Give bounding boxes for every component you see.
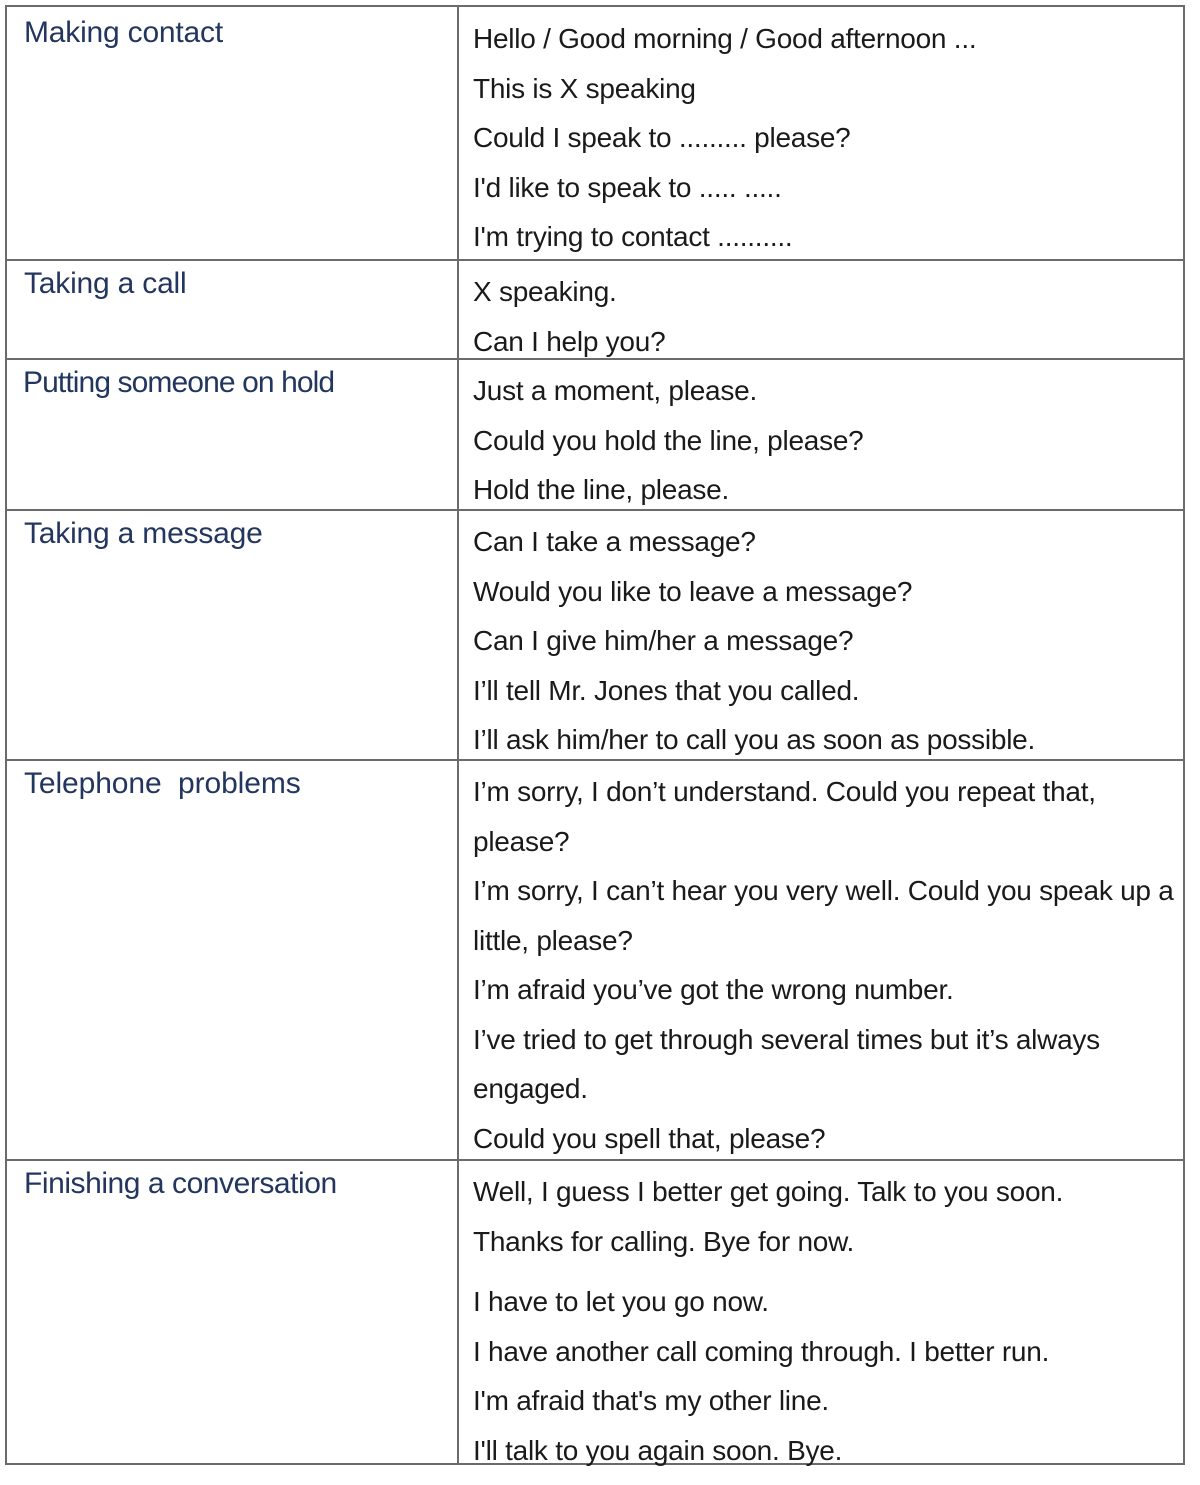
phrase-line: I’m sorry, I can’t hear you very well. Could you speak up a little, please? [473, 875, 1174, 956]
phrase-line: Can I help you? [473, 325, 666, 357]
phrase-line: I’m afraid you’ve got the wrong number. [473, 974, 954, 1005]
phrase-line: I’ve tried to get through several times but it’s always engaged. [473, 1023, 1100, 1104]
phrase-line: Hold the line, please. [473, 474, 730, 505]
phrase-line: Could you spell that, please? [473, 1122, 826, 1154]
phrase-line: Could you hold the line, please? [473, 424, 864, 456]
phrases-cell-taking-a-message [459, 511, 1183, 759]
category-cell-putting-someone-on-hold [7, 360, 459, 509]
phrases-cell-telephone-problems [459, 761, 1183, 1159]
category-cell-taking-a-call [7, 261, 459, 358]
phrase-line: I’ll ask him/her to call you as soon as possible. [473, 724, 1036, 755]
category-label: Putting someone on hold [23, 366, 335, 399]
category-label: Taking a call [24, 267, 187, 300]
table-row [7, 761, 1183, 1161]
table-row [7, 7, 1183, 261]
phrase-line: X speaking. [473, 276, 617, 307]
phrase-line: Thanks for calling. Bye for now. [473, 1225, 855, 1257]
table-row [7, 1161, 1183, 1466]
phrase-line: I'll talk to you again soon. Bye. [473, 1434, 843, 1466]
phrase-line: Would you like to leave a message? [473, 575, 913, 607]
phrase-line: Well, I guess I better get going. Talk to you soon. [473, 1176, 1064, 1207]
phrase-line: I’ll tell Mr. Jones that you called. [473, 674, 860, 706]
category-label: Finishing a conversation [24, 1167, 337, 1200]
phrase-line: I have to let you go now. [473, 1286, 769, 1317]
phrase-line: I'd like to speak to ..... ..... [473, 171, 782, 203]
table-border [5, 5, 1185, 1465]
phrase-line: I have another call coming through. I better run. [473, 1335, 1050, 1367]
category-cell-making-contact [7, 7, 459, 259]
phrase-line: This is X speaking [473, 72, 696, 104]
phrase-line: Could I speak to ......... please? [473, 122, 851, 153]
phrase-line: Can I give him/her a message? [473, 625, 854, 656]
category-label: Taking a message [24, 517, 263, 550]
category-label: Telephone problems [24, 767, 301, 800]
phrase-line: Just a moment, please. [473, 375, 757, 406]
category-label: Making contact [24, 16, 223, 49]
phrases-cell-finishing-a-conversation [459, 1161, 1183, 1466]
table-row [7, 511, 1183, 761]
phrase-line: Can I take a message? [473, 526, 756, 557]
category-cell-finishing-a-conversation [7, 1161, 459, 1463]
table-row [7, 261, 1183, 360]
phrase-line: I’m sorry, I don’t understand. Could you repeat that, please? [473, 776, 1096, 857]
category-cell-taking-a-message [7, 511, 459, 759]
phrases-cell-taking-a-call [459, 261, 1183, 358]
phrases-cell-putting-someone-on-hold [459, 360, 1183, 509]
telephone-phrases-table [5, 5, 1185, 1465]
table-row [7, 360, 1183, 511]
phrase-line: Hello / Good morning / Good afternoon ... [473, 23, 977, 54]
phrases-cell-making-contact [459, 7, 1183, 259]
category-cell-telephone-problems [7, 761, 459, 1159]
phrase-line: I'm afraid that's my other line. [473, 1385, 829, 1416]
phrase-line: I'm trying to contact .......... [473, 221, 793, 252]
